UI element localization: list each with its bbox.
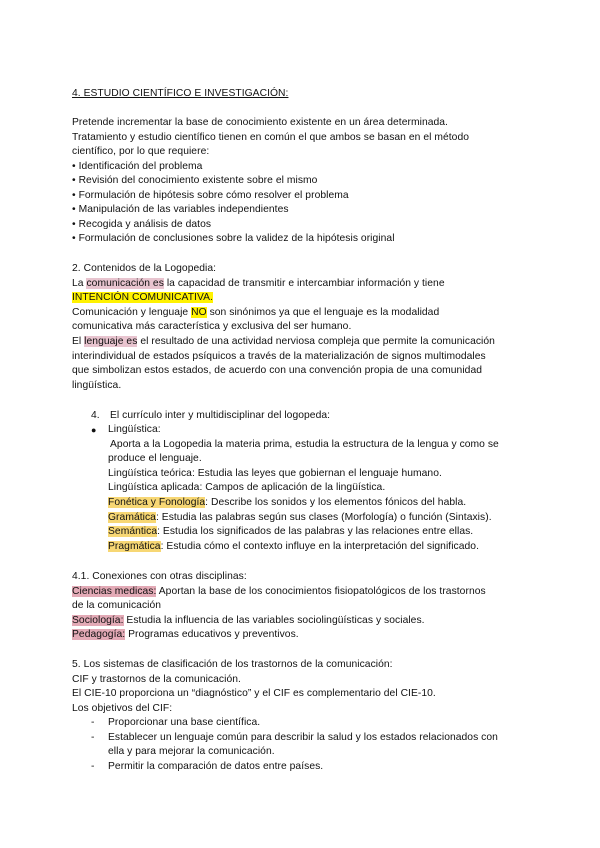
paragraph-line: [72, 628, 299, 643]
highlighted-term: Gramática: [108, 512, 156, 523]
highlighted-term: Pragmática: [108, 541, 161, 552]
list-item: • Manipulación de las variables independientes: [72, 204, 289, 215]
text: : Estudia cómo el contexto influye en la interpretación del significado.: [160, 541, 479, 552]
paragraph-line: [72, 614, 425, 629]
list-number: 4.: [91, 410, 100, 421]
section-title-conexiones: 4.1. Conexiones con otras disciplinas:: [72, 571, 247, 582]
paragraph-line: que simbolizan estos estados, de acuerdo con una convención propia de una comunidad: [72, 365, 483, 376]
bullet-icon: ●: [91, 425, 97, 435]
list-item: Permitir la comparación de datos entre países.: [108, 761, 324, 772]
paragraph-line: Tratamiento y estudio científico tienen en común el que ambos se basan en el método: [72, 132, 469, 143]
paragraph-line: [72, 335, 495, 350]
highlighted-term: Ciencias medicas:: [72, 586, 157, 597]
list-item: • Formulación de conclusiones sobre la validez de la hipótesis original: [72, 233, 395, 244]
list-item: • Identificación del problema: [72, 161, 203, 172]
highlighted-term: lenguaje es: [84, 336, 138, 347]
paragraph-line: [72, 306, 439, 321]
text: Programas educativos y preventivos.: [125, 629, 299, 640]
paragraph-line: interindividual de estados psíquicos a través de la materialización de signos multimodales: [72, 351, 486, 362]
text: Comunicación y lenguaje: [72, 307, 192, 318]
paragraph-line: Lingüística teórica: Estudia las leyes que gobiernan el lenguaje humano.: [108, 468, 442, 479]
paragraph-line: El CIE-10 proporciona un “diagnóstico” y el CIF es complementario del CIE-10.: [72, 688, 436, 699]
paragraph-line: de la comunicación: [72, 600, 162, 611]
paragraph-line: [108, 525, 473, 540]
paragraph-line: [72, 291, 213, 306]
text: : Estudia las palabras según sus clases (Morfología) o función (Sintaxis).: [155, 512, 492, 523]
paragraph-line: lingüística.: [72, 380, 122, 391]
text: la capacidad de transmitir e intercambiar información y tiene: [163, 278, 445, 289]
text: Aportan la base de los conocimientos fisiopatológicos de los trastornos: [156, 586, 486, 597]
paragraph-line: CIF y trastornos de la comunicación.: [72, 674, 241, 685]
list-item: • Revisión del conocimiento existente sobre el mismo: [72, 175, 318, 186]
text: : Describe los sonidos y los elementos fónicos del habla.: [205, 497, 467, 508]
dash-icon: -: [91, 717, 95, 728]
paragraph-line: comunicativa más característica y exclusiva del ser humano.: [72, 321, 352, 332]
paragraph-line: Lingüística aplicada: Campos de aplicación de la lingüística.: [108, 482, 386, 493]
list-item-linguistica: Lingüística:: [108, 424, 161, 435]
paragraph-line: Pretende incrementar la base de conocimiento existente en un área determinada.: [72, 117, 448, 128]
highlighted-term: Semántica: [108, 526, 158, 537]
paragraph-line: [108, 540, 479, 555]
paragraph-line: [108, 511, 492, 526]
paragraph-line: [108, 496, 466, 511]
paragraph-line: científico, por lo que requiere:: [72, 146, 210, 157]
paragraph-line: [72, 585, 486, 600]
section-title-curriculo: El currículo inter y multidisciplinar del logopeda:: [110, 410, 331, 421]
highlighted-term: Pedagogía:: [72, 629, 126, 640]
text: El: [72, 336, 85, 347]
paragraph-line: Aporta a la Logopedia la materia prima, estudia la estructura de la lengua y como se: [110, 439, 499, 450]
text: La: [72, 278, 87, 289]
text: son sinónimos ya que el lenguaje es la modalidad: [206, 307, 440, 318]
list-item: Proporcionar una base científica.: [108, 717, 261, 728]
paragraph-line: produce el lenguaje.: [108, 453, 202, 464]
highlighted-term: comunicación es: [86, 278, 164, 289]
highlighted-term: NO: [191, 307, 207, 318]
dash-icon: -: [91, 761, 95, 772]
section-title-contenidos: 2. Contenidos de la Logopedia:: [72, 263, 217, 274]
paragraph-line: Los objetivos del CIF:: [72, 703, 173, 714]
list-item: • Formulación de hipótesis sobre cómo resolver el problema: [72, 190, 349, 201]
highlighted-term: Sociología:: [72, 615, 124, 626]
section-title-sistemas: 5. Los sistemas de clasificación de los trastornos de la comunicación:: [72, 659, 393, 670]
paragraph-line: [72, 277, 445, 292]
dash-icon: -: [91, 732, 95, 743]
highlighted-term: Fonética y Fonología: [108, 497, 206, 508]
list-item: Establecer un lenguaje común para describir la salud y los estados relacionados con: [108, 732, 498, 743]
text: Estudia la influencia de las variables sociolingüísticas y sociales.: [123, 615, 425, 626]
text: : Estudia los significados de las palabras y las relaciones entre ellas.: [157, 526, 474, 537]
text: el resultado de una actividad nerviosa compleja que permite la comunicación: [137, 336, 495, 347]
list-item: ella y para mejorar la comunicación.: [108, 746, 275, 757]
list-item: • Recogida y análisis de datos: [72, 219, 212, 230]
highlighted-term: INTENCIÓN COMUNICATIVA.: [72, 292, 213, 303]
section-title-estudio: 4. ESTUDIO CIENTÍFICO E INVESTIGACIÓN:: [72, 88, 289, 99]
